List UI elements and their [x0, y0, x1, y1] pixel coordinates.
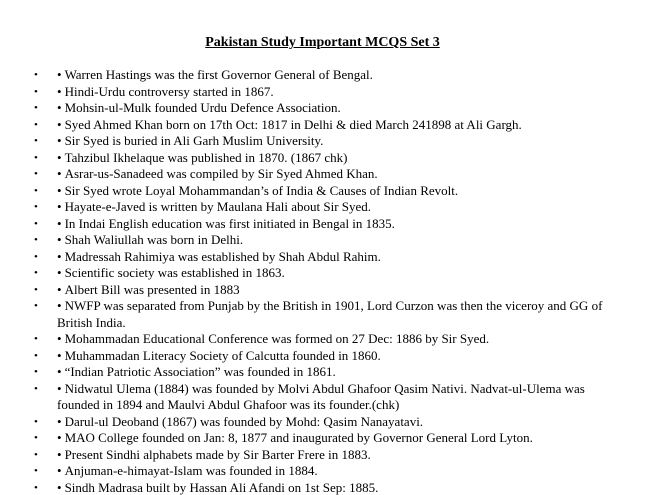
inner-bullet-icon: • [57, 215, 62, 231]
outer-bullet-icon: • [34, 151, 38, 164]
inner-bullet-icon: • [57, 364, 62, 379]
outer-bullet-icon: • [34, 234, 38, 246]
item-text: MAO College founded on Jan: 8, 1877 and inaugurated by Governor General Lord Lyton. [64, 430, 533, 445]
list-item [0, 216, 645, 233]
inner-bullet-icon: • [57, 133, 62, 148]
inner-bullet-icon: • [57, 182, 62, 198]
item-text: Muhammadan Literacy Society of Calcutta founded in 1860. [64, 347, 381, 363]
outer-bullet-icon: • [34, 300, 38, 312]
item-text: Asrar-us-Sanadeed was compiled by Sir Syed Ahmed Khan. [64, 166, 378, 181]
list-item [0, 480, 645, 495]
list-item [0, 100, 645, 117]
outer-bullet-icon: • [34, 69, 38, 81]
inner-bullet-icon: • [57, 166, 62, 181]
outer-bullet-icon: • [34, 333, 38, 345]
item-text: Mohammadan Educational Conference was formed on 27 Dec: 1886 by Sir Syed. [64, 331, 490, 346]
list-item [0, 265, 645, 282]
inner-bullet-icon: • [57, 83, 62, 99]
list-item [0, 249, 645, 266]
list-item [0, 364, 645, 381]
outer-bullet-icon: • [34, 366, 38, 378]
inner-bullet-icon: • [57, 248, 62, 264]
outer-bullet-icon: • [34, 448, 38, 461]
list-item [0, 166, 645, 183]
list-item [0, 331, 645, 348]
inner-bullet-icon: • [57, 232, 62, 247]
inner-bullet-icon: • [57, 67, 62, 82]
inner-bullet-icon: • [57, 463, 62, 478]
outer-bullet-icon: • [34, 481, 38, 494]
outer-bullet-icon: • [34, 267, 38, 279]
outer-bullet-icon: • [34, 382, 38, 395]
item-text: Anjuman-e-himayat-Islam was founded in 1884. [64, 463, 318, 478]
inner-bullet-icon: • [57, 430, 62, 445]
item-text: NWFP was separated from Punjab by the British in 1901, Lord Curzon was then the viceroy and GG of British India. [57, 298, 603, 330]
outer-bullet-icon: • [34, 283, 38, 296]
item-text: Hayate-e-Javed is written by Maulana Hali about Sir Syed. [64, 199, 372, 214]
outer-bullet-icon: • [34, 201, 38, 213]
list-item [0, 348, 645, 365]
outer-bullet-icon: • [34, 168, 38, 180]
list-item [0, 414, 645, 431]
item-text: Scientific society was established in 1863. [64, 265, 285, 280]
inner-bullet-icon: • [57, 380, 62, 396]
list-item [0, 298, 645, 331]
item-text: Madressah Rahimiya was established by Shah Abdul Rahim. [64, 248, 381, 264]
inner-bullet-icon: • [57, 479, 62, 495]
outer-bullet-icon: • [34, 135, 38, 147]
list-item [0, 183, 645, 200]
inner-bullet-icon: • [57, 446, 62, 462]
item-text: “Indian Patriotic Association” was founded in 1861. [64, 364, 336, 379]
item-text: Sindh Madrasa built by Hassan Ali Afandi on 1st Sep: 1885. [64, 479, 379, 495]
list-item [0, 150, 645, 167]
item-text: Mohsin-ul-Mulk founded Urdu Defence Association. [64, 100, 341, 115]
inner-bullet-icon: • [57, 149, 62, 165]
list-item [0, 133, 645, 150]
inner-bullet-icon: • [57, 265, 62, 280]
list-item [0, 447, 645, 464]
outer-bullet-icon: • [34, 432, 38, 444]
list-item [0, 430, 645, 447]
item-text: Shah Waliullah was born in Delhi. [64, 232, 244, 247]
inner-bullet-icon: • [57, 298, 62, 313]
inner-bullet-icon: • [57, 331, 62, 346]
item-text: Warren Hastings was the first Governor General of Bengal. [64, 67, 373, 82]
inner-bullet-icon: • [57, 413, 62, 429]
item-text: Nidwatul Ulema (1884) was founded by Molvi Abdul Ghafoor Qasim Nativi. Nadvat-ul-Ulema was founded in 1894 and Maulvi Abdul Ghafoor was its founder.(chk) [57, 380, 585, 412]
inner-bullet-icon: • [57, 347, 62, 363]
item-text: Present Sindhi alphabets made by Sir Barter Frere in 1883. [64, 446, 371, 462]
item-text: Darul-ul Deoband (1867) was founded by Mohd: Qasim Nanayatavi. [64, 413, 424, 429]
outer-bullet-icon: • [34, 250, 38, 263]
list-item [0, 381, 645, 414]
item-text: Albert Bill was presented in 1883 [64, 281, 240, 297]
outer-bullet-icon: • [34, 184, 38, 197]
outer-bullet-icon: • [34, 349, 38, 362]
outer-bullet-icon: • [34, 217, 38, 230]
mcq-list [0, 67, 645, 495]
inner-bullet-icon: • [57, 100, 62, 115]
outer-bullet-icon: • [34, 465, 38, 477]
list-item [0, 84, 645, 101]
list-item [0, 463, 645, 480]
document-title: Pakistan Study Important MCQS Set 3 [205, 35, 440, 50]
item-text: In Indai English education was first initiated in Bengal in 1835. [64, 215, 395, 231]
item-text: Sir Syed wrote Loyal Mohammandan’s of India & Causes of Indian Revolt. [64, 182, 459, 198]
list-item [0, 117, 645, 134]
outer-bullet-icon: • [34, 415, 38, 428]
inner-bullet-icon: • [57, 116, 62, 132]
list-item [0, 232, 645, 249]
item-text: Sir Syed is buried in Ali Garh Muslim University. [64, 133, 324, 148]
item-text: Tahzibul Ikhelaque was published in 1870. (1867 chk) [64, 149, 348, 165]
item-text: Hindi-Urdu controversy started in 1867. [64, 83, 274, 99]
list-item [0, 67, 645, 84]
list-item [0, 199, 645, 216]
outer-bullet-icon: • [34, 102, 38, 114]
inner-bullet-icon: • [57, 199, 62, 214]
item-text: Syed Ahmed Khan born on 17th Oct: 1817 in Delhi & died March 241898 at Ali Gargh. [64, 116, 522, 132]
list-item [0, 282, 645, 299]
outer-bullet-icon: • [34, 118, 38, 131]
outer-bullet-icon: • [34, 85, 38, 98]
inner-bullet-icon: • [57, 281, 62, 297]
